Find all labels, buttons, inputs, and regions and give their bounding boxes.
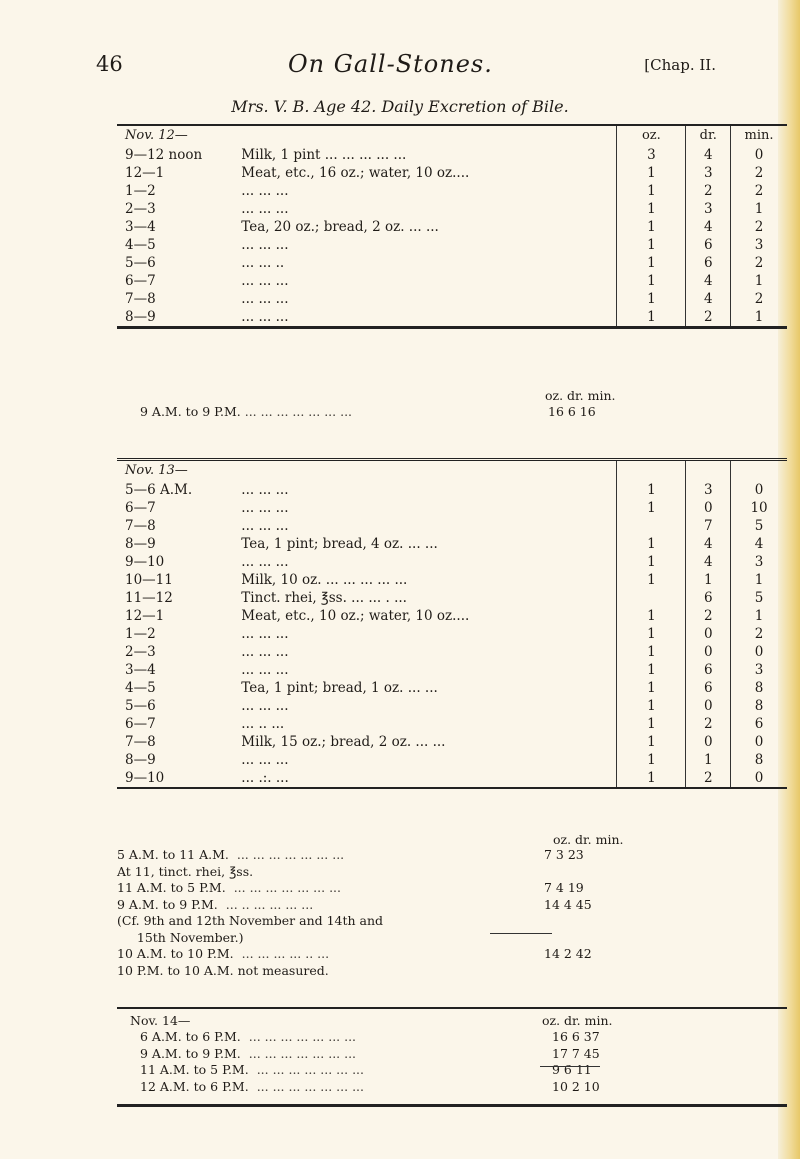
- table-row: [117, 751, 787, 769]
- oz-header: [617, 460, 686, 482]
- dr-cell: 4: [686, 146, 731, 164]
- min-cell: 8: [731, 697, 787, 715]
- dr-cell: 2: [686, 182, 731, 200]
- min-cell: 10: [731, 499, 787, 517]
- time-cell: 5—6 A.M.: [125, 482, 193, 498]
- time-cell: 3—4: [125, 219, 156, 235]
- oz-cell: 1: [617, 553, 686, 571]
- note-cell: Milk, 10 oz. ... ... ... ... ...: [241, 572, 408, 588]
- summary-value: 16 6 37: [552, 1029, 600, 1044]
- note-cell: ... ... ...: [241, 554, 289, 570]
- dr-cell: 0: [686, 733, 731, 751]
- note-cell: Tea, 1 pint; bread, 1 oz. ... ...: [241, 680, 438, 696]
- dr-cell: 0: [686, 499, 731, 517]
- oz-cell: 3: [617, 146, 686, 164]
- oz-cell: 1: [617, 236, 686, 254]
- time-cell: 6—7: [125, 273, 156, 289]
- date-heading: Nov. 13—: [125, 463, 188, 478]
- leader-dots: ... ... ... ... ... ... ...: [248, 1045, 357, 1061]
- summary-label: 11 A.M. to 5 P.M.: [117, 880, 226, 895]
- dr-cell: 4: [686, 535, 731, 553]
- oz-cell: 1: [617, 571, 686, 589]
- table-row: [117, 290, 787, 308]
- min-cell: 5: [731, 589, 787, 607]
- note-cell: ... ... ...: [241, 237, 289, 253]
- time-cell: 9—10: [125, 554, 165, 570]
- oz-cell: 1: [617, 182, 686, 200]
- dr-cell: 0: [686, 625, 731, 643]
- summary-value: 9 6 11: [552, 1062, 592, 1077]
- summary-row: [117, 846, 657, 864]
- dr-cell: 6: [686, 236, 731, 254]
- oz-cell: 1: [617, 643, 686, 661]
- leader-dots: ... ... ... ... .. ...: [241, 946, 330, 961]
- oz-cell: 1: [617, 733, 686, 751]
- oz-cell: 1: [617, 499, 686, 517]
- time-cell: 11—12: [125, 590, 173, 606]
- table-header-row: [117, 125, 787, 146]
- oz-cell: 1: [617, 290, 686, 308]
- summary-period: 9 A.M. to 9 P.M.: [140, 404, 241, 419]
- table-row: [117, 146, 787, 164]
- time-cell: 8—9: [125, 309, 156, 325]
- summary-value: 7 4 19: [544, 880, 584, 895]
- summary-value: 10 2 10: [552, 1078, 600, 1094]
- table-row: [117, 733, 787, 751]
- dr-cell: 6: [686, 661, 731, 679]
- summary-label: 10 A.M. to 10 P.M.: [117, 946, 234, 961]
- time-cell: 1—2: [125, 183, 156, 199]
- summary-value: 14 2 42: [544, 946, 592, 961]
- sum-rule: [490, 933, 552, 934]
- dr-header: [686, 460, 731, 482]
- dr-cell: 2: [686, 308, 731, 328]
- table-row: [117, 254, 787, 272]
- note-cell: Tea, 1 pint; bread, 4 oz. ... ...: [241, 536, 438, 552]
- summary-row: [117, 962, 657, 980]
- table-row: [117, 200, 787, 218]
- table-row: [117, 164, 787, 182]
- min-cell: 1: [731, 607, 787, 625]
- oz-cell: 1: [617, 607, 686, 625]
- summary-label: At 11, tinct. rhei, ℥ss.: [117, 863, 254, 879]
- time-cell: 8—9: [125, 752, 156, 768]
- note-cell: ... ... ...: [241, 273, 289, 289]
- min-cell: 1: [731, 571, 787, 589]
- table-row: [117, 272, 787, 290]
- dr-cell: 2: [686, 769, 731, 788]
- table-row: [117, 553, 787, 571]
- oz-cell: [617, 517, 686, 535]
- oz-cell: 1: [617, 254, 686, 272]
- time-cell: 5—6: [125, 698, 156, 714]
- note-cell: ... ... ...: [241, 291, 289, 307]
- time-cell: 4—5: [125, 237, 156, 253]
- summary-label: (Cf. 9th and 12th November and 14th and: [117, 913, 384, 928]
- summary-units: oz. dr. min.: [545, 388, 616, 403]
- bottom-rule: [117, 1104, 787, 1107]
- time-cell: 9—10: [125, 770, 165, 786]
- table-row: [117, 607, 787, 625]
- leader-dots: ... ... ... ... ... ... ...: [256, 1062, 364, 1077]
- min-cell: 3: [731, 553, 787, 571]
- summary-label: 9 A.M. to 9 P.M.: [117, 896, 218, 912]
- table-row: [117, 625, 787, 643]
- dr-cell: 6: [686, 254, 731, 272]
- summary-value: 16 6 16: [548, 404, 596, 419]
- oz-cell: 1: [617, 715, 686, 733]
- dr-cell: 3: [686, 481, 731, 499]
- dr-cell: 7: [686, 517, 731, 535]
- table-row: [117, 499, 787, 517]
- min-cell: 5: [731, 517, 787, 535]
- note-cell: ... .:. ...: [241, 770, 289, 786]
- min-cell: 0: [731, 146, 787, 164]
- table-row: [117, 661, 787, 679]
- table-row: [117, 679, 787, 697]
- oz-cell: 1: [617, 308, 686, 328]
- min-cell: 8: [731, 679, 787, 697]
- summary-row: [140, 1078, 680, 1096]
- table-row: [117, 218, 787, 236]
- min-cell: 0: [731, 733, 787, 751]
- section-rule: [117, 1007, 787, 1009]
- min-cell: 3: [731, 661, 787, 679]
- running-title: On Gall-Stones.: [288, 50, 493, 78]
- date-heading: Nov. 12—: [125, 128, 188, 143]
- chapter-label: [Chap. II.: [644, 56, 716, 74]
- note-header: [239, 460, 617, 482]
- note-cell: ... ... ...: [241, 183, 289, 199]
- note-cell: ... ... ...: [241, 662, 289, 678]
- oz-cell: [617, 589, 686, 607]
- time-cell: 7—8: [125, 518, 156, 534]
- min-cell: 3: [731, 236, 787, 254]
- table-row: [117, 643, 787, 661]
- min-cell: 1: [731, 272, 787, 290]
- note-cell: Tea, 20 oz.; bread, 2 oz. ... ...: [241, 219, 439, 235]
- table-caption: Mrs. V. B. Age 42. Daily Excretion of Bile.: [231, 97, 569, 116]
- note-cell: ... ... ...: [241, 201, 289, 217]
- note-cell: ... ... ...: [241, 698, 289, 714]
- summary-value: 14 4 45: [544, 896, 592, 912]
- time-cell: 7—8: [125, 291, 156, 307]
- time-cell: 10—11: [125, 572, 173, 588]
- nov13-table: [117, 458, 787, 789]
- note-cell: Meat, etc., 16 oz.; water, 10 oz....: [241, 165, 470, 181]
- summary-label: 15th November.): [117, 929, 244, 945]
- table-row: [117, 517, 787, 535]
- table-header-row: [117, 460, 787, 482]
- time-cell: 9—12 noon: [125, 147, 203, 163]
- note-header: [239, 125, 617, 146]
- time-cell: 7—8: [125, 734, 156, 750]
- oz-cell: 1: [617, 164, 686, 182]
- note-cell: ... .. ...: [241, 716, 285, 732]
- table-row: [117, 589, 787, 607]
- dr-cell: 6: [686, 589, 731, 607]
- summary-row: [117, 896, 657, 914]
- oz-cell: 1: [617, 679, 686, 697]
- time-cell: 2—3: [125, 201, 156, 217]
- oz-header: oz.: [617, 125, 686, 146]
- min-header: [731, 460, 787, 482]
- min-cell: 2: [731, 164, 787, 182]
- min-cell: 0: [731, 481, 787, 499]
- table-row: [117, 697, 787, 715]
- table-row: [117, 308, 787, 328]
- min-cell: 1: [731, 200, 787, 218]
- dr-cell: 6: [686, 679, 731, 697]
- note-cell: Tinct. rhei, ℥ss. ... ... . ...: [241, 590, 407, 606]
- dr-cell: 4: [686, 218, 731, 236]
- leader-dots: ... ... ... ... ... ... ...: [256, 1078, 364, 1094]
- oz-cell: 1: [617, 769, 686, 788]
- min-cell: 2: [731, 218, 787, 236]
- note-cell: Meat, etc., 10 oz.; water, 10 oz....: [241, 608, 470, 624]
- oz-cell: 1: [617, 481, 686, 499]
- oz-cell: 1: [617, 661, 686, 679]
- oz-cell: 1: [617, 697, 686, 715]
- summary-row: [117, 929, 657, 947]
- summary-label: 5 A.M. to 11 A.M.: [117, 847, 229, 862]
- dr-cell: 4: [686, 272, 731, 290]
- min-cell: 0: [731, 643, 787, 661]
- table-row: [117, 571, 787, 589]
- note-cell: ... ... ...: [241, 644, 289, 660]
- table-row: [117, 236, 787, 254]
- time-cell: 5—6: [125, 255, 156, 271]
- nov12-table: [117, 124, 787, 329]
- dr-header: dr.: [686, 125, 731, 146]
- summary-label: 9 A.M. to 9 P.M.: [140, 1045, 241, 1061]
- summary-label: 10 P.M. to 10 A.M. not measured.: [117, 962, 329, 978]
- dr-cell: 0: [686, 643, 731, 661]
- summary-label: 11 A.M. to 5 P.M.: [140, 1062, 249, 1077]
- oz-cell: 1: [617, 218, 686, 236]
- summary-row: [140, 1045, 680, 1063]
- time-cell: 12—1: [125, 165, 165, 181]
- min-cell: 8: [731, 751, 787, 769]
- dr-cell: 0: [686, 697, 731, 715]
- nov14-heading: Nov. 14—: [130, 1013, 191, 1028]
- note-cell: ... ... ...: [241, 309, 289, 325]
- min-cell: 2: [731, 625, 787, 643]
- dr-cell: 4: [686, 553, 731, 571]
- dr-cell: 2: [686, 715, 731, 733]
- dr-cell: 1: [686, 571, 731, 589]
- page-number: 46: [96, 52, 123, 76]
- table-row: [117, 182, 787, 200]
- oz-cell: 1: [617, 535, 686, 553]
- note-cell: Milk, 15 oz.; bread, 2 oz. ... ...: [241, 734, 446, 750]
- summary-value: 17 7 45: [552, 1045, 600, 1061]
- dr-cell: 3: [686, 164, 731, 182]
- summary-row: [140, 1061, 680, 1079]
- summary-value: 7 3 23: [544, 847, 584, 862]
- dr-cell: 4: [686, 290, 731, 308]
- oz-cell: 1: [617, 625, 686, 643]
- summary-label: 12 A.M. to 6 P.M.: [140, 1078, 249, 1094]
- leader-dots: ... ... ... ... ... ... ...: [233, 880, 341, 895]
- note-cell: Milk, 1 pint ... ... ... ... ...: [241, 147, 407, 163]
- min-cell: 1: [731, 308, 787, 328]
- min-header: min.: [731, 125, 787, 146]
- oz-cell: 1: [617, 200, 686, 218]
- min-cell: 6: [731, 715, 787, 733]
- summary-row: [117, 879, 657, 897]
- min-cell: 2: [731, 182, 787, 200]
- time-cell: 1—2: [125, 626, 156, 642]
- min-cell: 2: [731, 254, 787, 272]
- running-header: [96, 50, 716, 84]
- table-row: [117, 535, 787, 553]
- oz-cell: 1: [617, 751, 686, 769]
- leader-dots: ... .. ... ... ... ...: [225, 896, 314, 912]
- note-cell: ... ... ...: [241, 500, 289, 516]
- sum-rule: [540, 1066, 600, 1067]
- min-cell: 4: [731, 535, 787, 553]
- dr-cell: 1: [686, 751, 731, 769]
- summary-units: oz. dr. min.: [542, 1013, 613, 1028]
- dr-cell: 2: [686, 607, 731, 625]
- table-row: [117, 769, 787, 788]
- summary-row: [140, 1028, 680, 1046]
- dr-cell: 3: [686, 200, 731, 218]
- note-cell: ... ... ..: [241, 255, 285, 271]
- min-cell: 2: [731, 290, 787, 308]
- summary-row: [117, 912, 657, 930]
- time-cell: 6—7: [125, 500, 156, 516]
- note-cell: ... ... ...: [241, 482, 289, 498]
- note-cell: ... ... ...: [241, 752, 289, 768]
- min-cell: 0: [731, 769, 787, 788]
- time-cell: 3—4: [125, 662, 156, 678]
- table-row: [117, 481, 787, 499]
- leader-dots: ... ... ... ... ... ... ...: [244, 404, 353, 419]
- time-cell: 2—3: [125, 644, 156, 660]
- summary-row: [117, 945, 657, 963]
- oz-cell: 1: [617, 272, 686, 290]
- leader-dots: ... ... ... ... ... ... ...: [248, 1029, 357, 1044]
- time-cell: 6—7: [125, 716, 156, 732]
- table-row: [117, 715, 787, 733]
- summary-row: [117, 863, 657, 881]
- summary-row: [140, 403, 600, 421]
- summary-label: 6 A.M. to 6 P.M.: [140, 1029, 241, 1044]
- time-cell: 8—9: [125, 536, 156, 552]
- leader-dots: ... ... ... ... ... ... ...: [236, 847, 345, 862]
- time-cell: 4—5: [125, 680, 156, 696]
- note-cell: ... ... ...: [241, 518, 289, 534]
- time-cell: 12—1: [125, 608, 165, 624]
- note-cell: ... ... ...: [241, 626, 289, 642]
- summary-units: oz. dr. min.: [553, 832, 624, 847]
